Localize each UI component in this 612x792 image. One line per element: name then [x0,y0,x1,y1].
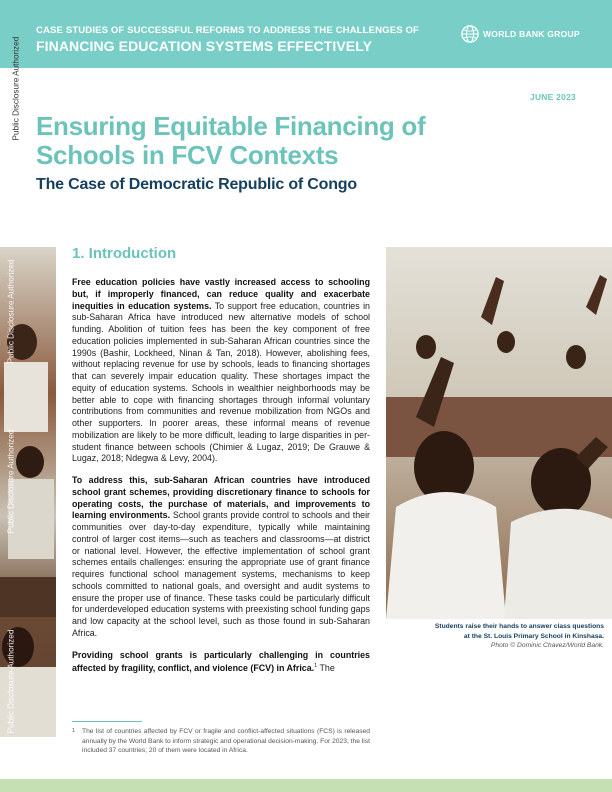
logo-text: WORLD BANK GROUP [483,29,580,39]
footer-band [0,779,612,792]
photo-watermark-3: Public Disclosure Authorized [6,629,16,734]
paragraph-lead: Providing school grants is particularly challenging in countries affected by fragility, conflict, and violence (FCV) in Africa. [72,649,370,674]
photo-watermark-1: Public Disclosure Authorized [6,259,16,364]
page-title: Ensuring Equitable Financing of Schools in FCV Contexts [36,111,426,170]
header-banner [0,0,612,68]
paragraph [72,277,370,465]
photo-watermark-2: Public Disclosure Authorized [6,429,16,534]
footnote [72,727,370,756]
disclosure-tag: Public Disclosure Authorized [11,36,21,141]
classroom-photo [386,247,612,619]
caption-line-1: Students raise their hands to answer class questions [434,623,604,630]
series-title-line1: CASE STUDIES OF SUCCESSFUL REFORMS TO ADDRESS THE CHALLENGES OF [36,25,419,36]
paragraph-lead: To address this, sub-Saharan African countries have introduced school grant schemes, providing discretionary finance to schools for operating costs, the purchase of materials, and improvements to learning environments. [72,475,370,521]
paragraph-body: The [317,663,335,674]
paragraph [72,650,370,675]
photo-caption [388,622,604,651]
footnote-number: 1 [72,728,76,734]
footnote-text: The list of countries affected by FCV or fragile and conflict-affected situations (FCS) is released annually by the World Bank to inform strategic and operational decision-making. For 2023, the list included 37 countries; 20 of them were located in Africa. [82,728,370,755]
paragraph-body: To support free education, countries in sub-Saharan Africa have introduced new alternative models of school funding. Abolition of tuition fees has been the key component of free education policies implemented in sub-Saharan African countries since the 1990s (Bashir, Lockheed, Ninan & Tan, 2018). However, abolishing fees, without replacing revenue for use by schools, leads to financing shortages that can severely impair education quality. These shortages impact the equity of education systems. Schools in wealthier neighborhoods may be better able to cope with financing shortages through informal voluntary contributions from communities and revenue mobilization from NGOs and other supporters. In poorer areas, these informal means of revenue mobilization are likely to be more difficult, leading to large disparities in per-student finance between schools (Chimier & Lugaz, 2019; De Grauwe & Lugaz, 2018; Ndegwa & Levy, 2004). [72,300,370,464]
paragraph-lead: Free education policies have vastly increased access to schooling but, if improperly financed, can reduce quality and exacerbate inequities in education systems. [72,277,370,311]
paragraph [72,475,370,640]
section-heading: 1. Introduction [72,245,177,262]
footnote-ref[interactable]: 1 [314,663,318,670]
photo-credit: Photo © Dominic Chavez/World Bank. [490,642,604,650]
body-text [72,277,370,685]
world-bank-logo [461,25,580,43]
footnote-divider [72,721,142,722]
classroom-photo-left [0,247,56,737]
paragraph-body: School grants provide control to schools and their communities over day-to-day expenditure, typically while maintaining control of larger cost items—such as teachers and classrooms—at district or national level. However, the effective implementation of school grant schemes entails challenges: ensuring the appropriate use of grant finance requires functional school management systems, mechanisms to keep schools committed to national goals, and oversight and audit systems to ensure the proper use of finance. These tasks could be particularly difficult for underdeveloped education systems with preexisting school funding gaps and low capacity at the school level, such as those found in sub-Saharan Africa. [72,510,370,638]
series-title-line2: FINANCING EDUCATION SYSTEMS EFFECTIVELY [36,38,373,54]
page-subtitle: The Case of Democratic Republic of Congo [36,176,357,193]
globe-icon [461,25,479,43]
publication-date: JUNE 2023 [530,92,576,102]
caption-line-2: at the St. Louis Primary School in Kinshasa. [463,632,604,640]
